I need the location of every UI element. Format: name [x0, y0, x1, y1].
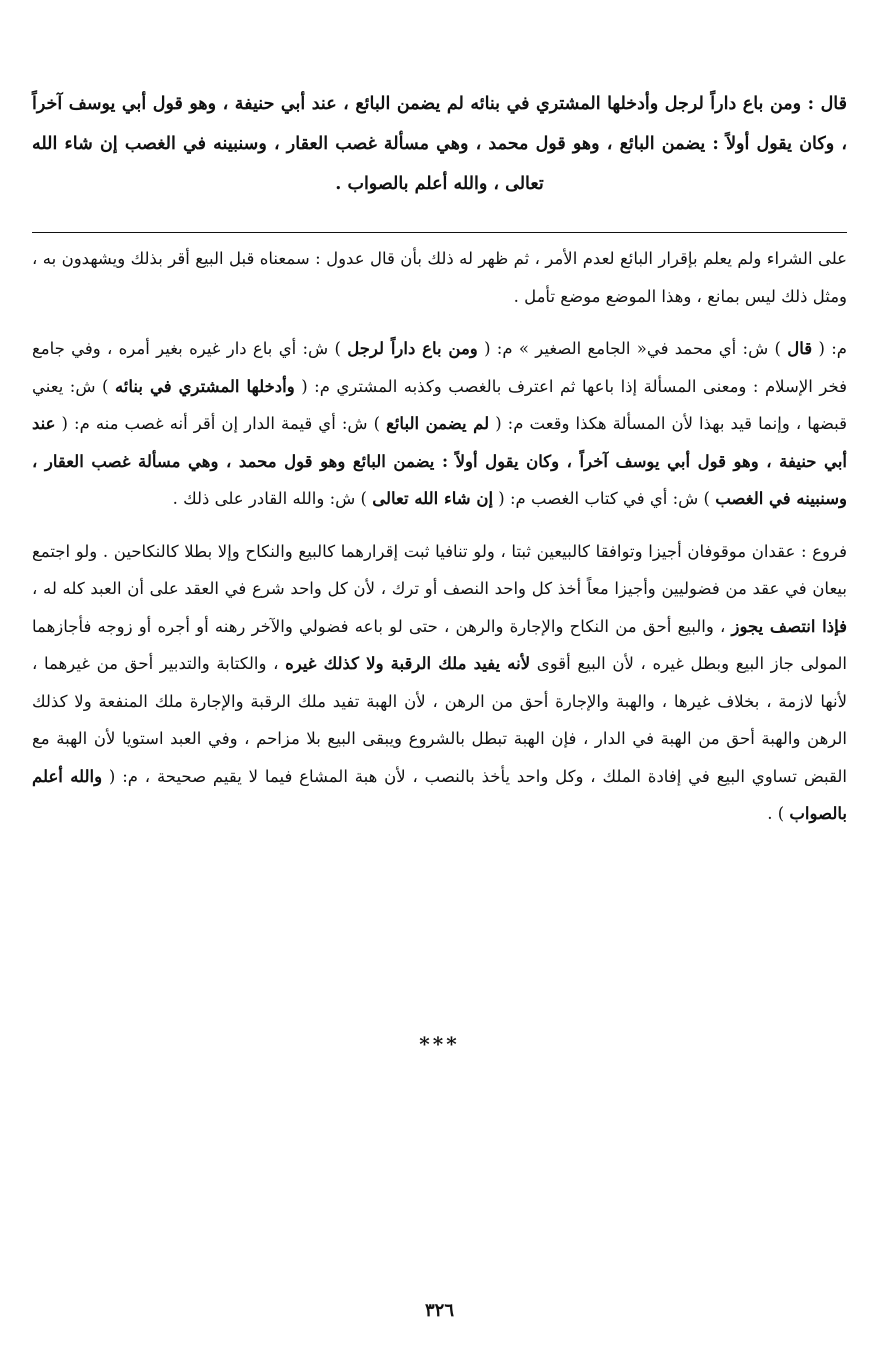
section-separator: *** [419, 1032, 460, 1056]
commentary-run: ) ش: والله القادر على ذلك . [172, 489, 373, 508]
quoted-matn-run: ومن باع داراً لرجل [347, 339, 478, 358]
commentary-run: فروع : عقدان موقوفان أجيزا وتوافقا كالبيعين ثبتا ، ولو تنافيا ثبت إقرارهما كالبيع والنكاح وإلا بطلا كالنكاحين . ولو اجتمع بيعان في عقد من فضوليين وأجيزا معاً أخذ كل واحد النصف أو ترك ، لأن كل واحد شرع في العقد على أن العبد كله له ، [32, 541, 847, 598]
commentary-run: ) ش: يعني قبضها ، وإنما قيد بهذا لأن المسألة هكذا وقعت م: ( [32, 376, 847, 433]
sharh-paragraph [32, 330, 847, 518]
quoted-matn-run: لم يضمن البائع [386, 414, 490, 433]
matn-section [32, 84, 847, 204]
footnote-rule [32, 232, 847, 233]
quoted-matn-run: قال [787, 339, 813, 358]
page-number: ٣٢٦ [424, 1300, 454, 1321]
commentary-run: ، والكتابة والتدبير أحق من غيرهما ، لأنها لازمة ، بخلاف غيرها ، والهبة والإجارة أحق من الرهن ، لأن الهبة تفيد ملك الرقبة والإجارة ملك المنفعة ولا كذلك الرهن والهبة أحق من الهبة في الدار ، فإن الهبة تبطل بالشروع ويبقى البيع بلا مزاحم ، وفي العبد استويا لأن الهبة مع القبض تساوي البيع في إفادة الملك ، وكل واحد يأخذ بالنصب ، لأن هبة المشاع فيما لا يقيم صحيحة ، م: ( [32, 654, 847, 786]
quoted-matn-run: فإذا انتصف يجوز [731, 616, 847, 636]
commentary-run: ) ش: أي باع دار غيره بغير أمره ، وفي جامع فخر الإسلام : ومعنى المسألة إذا باعها ثم اعترف بالغصب وكذبه المشتري م: ( [32, 339, 847, 396]
commentary-run: م: ( [812, 339, 847, 358]
commentary-run: ) ش: أي في كتاب الغصب م: ( [493, 489, 716, 508]
quoted-matn-run: وأدخلها المشتري في بنائه [114, 376, 295, 396]
commentary-run: ) . [767, 804, 790, 823]
commentary-run: ، والبيع أحق من النكاح والإجارة والرهن ، حتى لو باعه فضولي والآخر رهنه أو أجره أو زوجه فأجازهما المولى جاز البيع وبطل غيره ، لأن البيع أقوى [32, 616, 847, 673]
commentary-run: ) ش: أي محمد في« الجامع الصغير » م: ( [477, 339, 788, 358]
quoted-matn-run: لأنه يفيد ملك الرقبة ولا كذلك غيره [285, 654, 531, 673]
quoted-matn-run: إن شاء الله تعالى [372, 489, 494, 508]
quoted-matn-run: عند أبي حنيفة ، وهو قول أبي يوسف آخراً ، وكان يقول أولاً : يضمن البائع وهو قول محمد ، وهي مسألة غصب العقار ، وسنبينه في الغصب [32, 414, 847, 508]
furu-paragraph [32, 533, 847, 833]
commentary-run: ) ش: أي قيمة الدار إن أقر أنه غصب منه م: ( [55, 414, 387, 433]
sharh-section [32, 240, 847, 833]
matn-text: قال : ومن باع داراً لرجل وأدخلها المشتري في بنائه لم يضمن البائع ، عند أبي حنيفة ، وهو قول أبي يوسف آخراً ، وكان يقول أولاً : يضمن البائع ، وهو قول محمد ، وهي مسألة غصب العقار ، وسنبينه في الغصب إن شاء الله تعالى ، والله أعلم بالصواب . [32, 94, 847, 194]
quoted-matn-run: والله أعلم بالصواب [32, 766, 847, 823]
footnote-paragraph: على الشراء ولم يعلم بإقرار البائع لعدم الأمر ، ثم ظهر له ذلك بأن قال عدول : سمعناه قبل البيع أقر بذلك ويشهدون به ، ومثل ذلك ليس بمانع ، وهذا الموضع موضع تأمل . [32, 249, 847, 306]
